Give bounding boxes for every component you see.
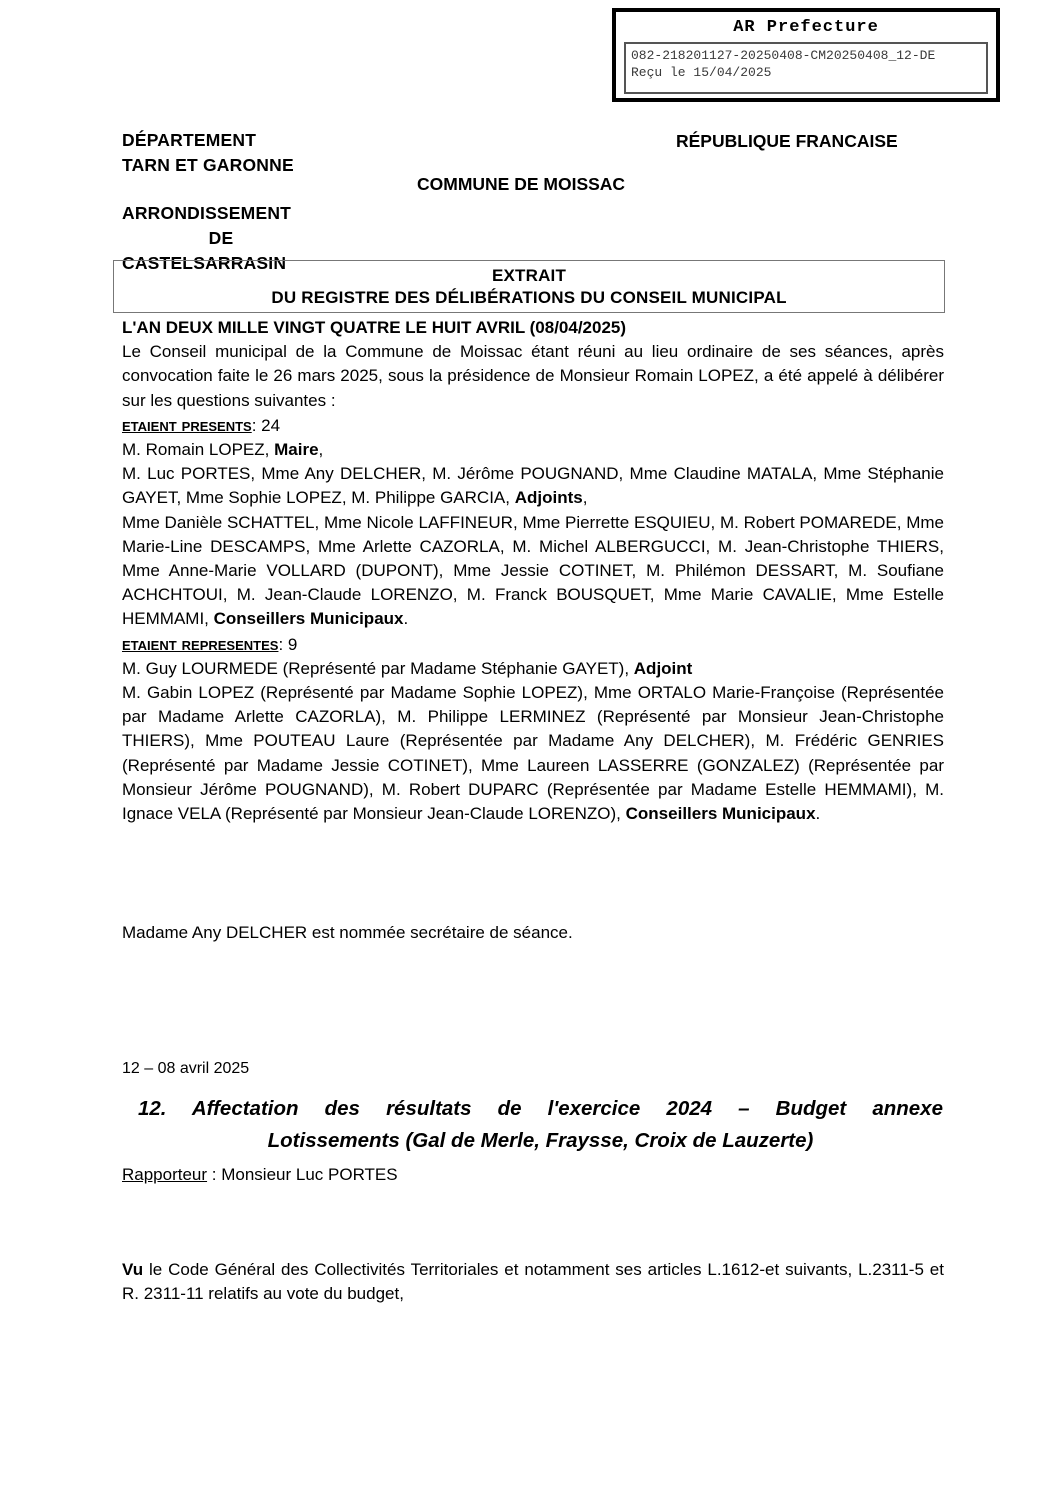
vu-paragraph — [122, 1258, 944, 1306]
republic-title: RÉPUBLIQUE FRANCAISE — [676, 131, 898, 151]
secretary-line: Madame Any DELCHER est nommée secrétaire de séance. — [122, 923, 573, 942]
represented-heading — [122, 632, 944, 657]
adjoints-names: M. Luc PORTES, Mme Any DELCHER, M. Jérôme POUGNAND, Mme Claudine MATALA, Mme Stéphanie GAYET, Mme Sophie LOPEZ, M. Philippe GARCIA, — [122, 464, 944, 508]
vu-label: Vu — [122, 1260, 144, 1279]
rapporteur-value: : Monsieur Luc PORTES — [207, 1165, 398, 1184]
stamp-body — [624, 42, 988, 94]
presents-label: etaient presents — [122, 414, 252, 435]
stamp-received-date: Reçu le 15/04/2025 — [631, 65, 772, 80]
maire-name: M. Romain LOPEZ, — [122, 440, 275, 460]
adjoints-role: Adjoints — [514, 488, 583, 508]
session-body — [122, 316, 944, 826]
adjoints-tail: , — [582, 488, 588, 508]
extrait-line-2: DU REGISTRE DES DÉLIBÉRATIONS DU CONSEIL MUNICIPAL — [271, 288, 787, 307]
represented-count: : 9 — [278, 634, 298, 654]
conseillers-role: Conseillers Municipaux — [213, 609, 404, 629]
department-line-2: TARN ET GARONNE — [122, 155, 294, 175]
ar-prefecture-stamp — [612, 8, 1000, 102]
presents-count: : 24 — [251, 415, 281, 435]
represented-conseillers-line — [122, 681, 944, 826]
represented-tail: . — [815, 804, 821, 824]
arrondissement-line-1: ARRONDISSEMENT — [122, 203, 292, 223]
deliberation-title-line-1: 12. Affectation des résultats de l'exercice 2024 – Budget annexe — [138, 1097, 943, 1120]
represented-adjoint-name: M. Guy LOURMEDE (Représenté par Madame Stéphanie GAYET), — [122, 658, 634, 678]
deliberation-title-line-2: Lotissements (Gal de Merle, Fraysse, Croix de Lauzerte) — [267, 1129, 814, 1152]
presents-heading — [122, 413, 944, 438]
deliberation-date: 12 – 08 avril 2025 — [122, 1060, 250, 1077]
maire-line — [122, 438, 944, 462]
represented-label: etaient representes — [122, 633, 279, 654]
extrait-box — [113, 260, 945, 313]
rapporteur-label: Rapporteur — [122, 1165, 208, 1184]
department-line-1: DÉPARTEMENT — [122, 130, 257, 150]
arrondissement-line-3: CASTELSARRASIN — [122, 253, 287, 273]
deliberation-title — [138, 1093, 943, 1157]
rapporteur-line — [122, 1165, 398, 1185]
header-left-block — [122, 128, 320, 276]
represented-adjoint-line — [122, 657, 944, 681]
stamp-reference: 082-218201127-20250408-CM20250408_12-DE — [631, 48, 936, 63]
commune-title: COMMUNE DE MOISSAC — [417, 174, 626, 194]
arrondissement-line-2: DE — [208, 228, 234, 248]
stamp-title: AR Prefecture — [733, 18, 879, 37]
conseillers-line — [122, 511, 944, 632]
vu-text: le Code Général des Collectivités Territoriales et notamment ses articles L.1612-et suivants, L.2311-5 et R. 2311-11 relatifs au vote du budget, — [122, 1260, 944, 1304]
represented-names: M. Gabin LOPEZ (Représenté par Madame Sophie LOPEZ), Mme ORTALO Marie-Françoise (Représentée par Madame Arlette CAZORLA), M. Philippe LERMINEZ (Représenté par Monsieur Jean-Christophe THIERS), Mme POUTEAU Laure (Représentée par Madame Any DELCHER), M. Frédéric GENRIES (Représenté par Madame Jessie COTINET), Mme Laureen LASSERRE (GONZALEZ) (Représentée par Monsieur Jérôme POUGNAND), M. Robert DUPARC (Représentée par Madame Estelle HEMMAMI), M. Ignace VELA (Représenté par Monsieur Jean-Claude LORENZO), — [122, 683, 944, 824]
session-opening: L'AN DEUX MILLE VINGT QUATRE LE HUIT AVRIL (08/04/2025) — [122, 318, 627, 337]
conseillers-names: Mme Danièle SCHATTEL, Mme Nicole LAFFINEUR, Mme Pierrette ESQUIEU, M. Robert POMAREDE, Mme Marie-Line DESCAMPS, Mme Arlette CAZORLA, M. Michel ALBERGUCCI, M. Jean-Christophe THIERS, Mme Anne-Marie VOLLARD (DUPONT), Mme Jessie COTINET, M. Philémon DESSART, M. Soufiane ACHCHTOUI, M. Jean-Claude LORENZO, M. Franck BOUSQUET, Mme Marie CAVALIE, Mme Estelle HEMMAMI, — [122, 512, 944, 629]
represented-role: Conseillers Municipaux — [625, 804, 816, 824]
adjoints-line — [122, 462, 944, 510]
represented-adjoint-role: Adjoint — [633, 658, 693, 678]
session-convocation: Le Conseil municipal de la Commune de Moissac étant réuni au lieu ordinaire de ses séances, après convocation faite le 26 mars 2025, sous la présidence de Monsieur Romain LOPEZ, a été appelé à délibérer sur les questions suivantes : — [122, 342, 944, 410]
extrait-line-1: EXTRAIT — [491, 266, 567, 285]
conseillers-tail: . — [403, 609, 409, 629]
maire-role: Maire — [274, 440, 319, 460]
maire-tail: , — [318, 440, 324, 460]
